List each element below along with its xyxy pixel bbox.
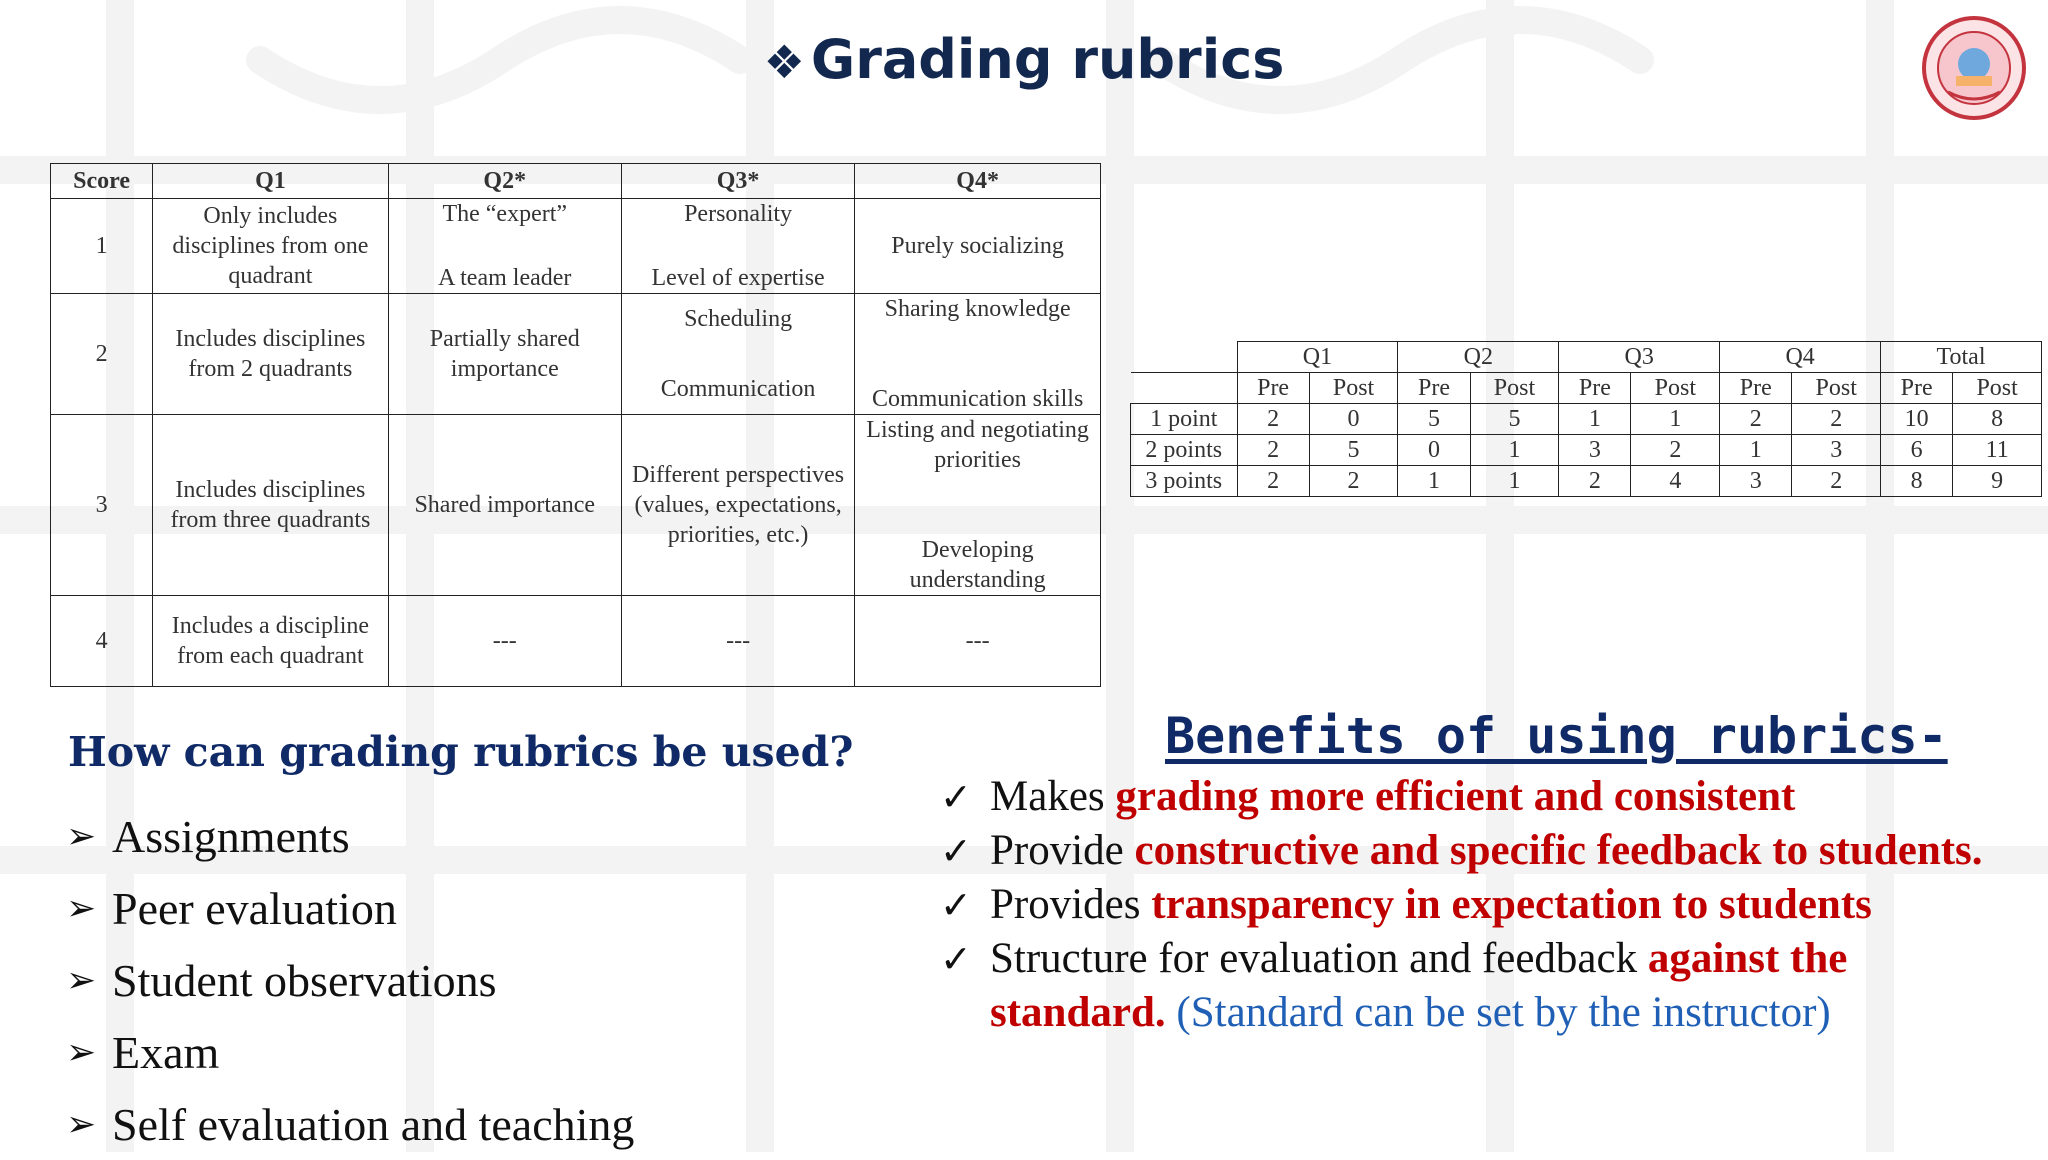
q3-cell: Personality Level of expertise bbox=[621, 199, 854, 294]
results-value-cell: 2 bbox=[1237, 435, 1309, 466]
checkmark-icon: ✓ bbox=[940, 883, 972, 927]
results-subheader: Post bbox=[1953, 373, 2042, 404]
q4-cell: Sharing knowledge Communication skills bbox=[855, 294, 1101, 415]
results-value-cell: 5 bbox=[1309, 435, 1398, 466]
table-row bbox=[1131, 404, 2042, 435]
rubric-header-cell: Q4* bbox=[855, 164, 1101, 199]
results-value-cell: 0 bbox=[1398, 435, 1470, 466]
results-group-header: Total bbox=[1881, 342, 2042, 373]
score-cell: 1 bbox=[51, 199, 153, 294]
arrow-bullet-icon: ➢ bbox=[66, 959, 97, 1001]
results-subheader: Post bbox=[1309, 373, 1398, 404]
table-row bbox=[1131, 466, 2042, 497]
q4-cell: Listing and negotiating priorities Developing understanding bbox=[855, 415, 1101, 596]
table-row bbox=[51, 199, 1101, 294]
results-group-header: Q3 bbox=[1559, 342, 1720, 373]
results-value-cell: 2 bbox=[1792, 404, 1881, 435]
results-group-header: Q4 bbox=[1720, 342, 1881, 373]
results-value-cell: 1 bbox=[1631, 404, 1720, 435]
checkmark-icon: ✓ bbox=[940, 829, 972, 873]
how-used-heading: How can grading rubrics be used? bbox=[68, 728, 854, 776]
results-value-cell: 2 bbox=[1720, 404, 1792, 435]
results-subheader: Post bbox=[1792, 373, 1881, 404]
benefits-list bbox=[940, 770, 2030, 1040]
results-subheader: Pre bbox=[1398, 373, 1470, 404]
results-value-cell: 1 bbox=[1398, 466, 1470, 497]
results-group-row bbox=[1131, 342, 2042, 373]
results-value-cell: 10 bbox=[1881, 404, 1953, 435]
list-item: ➢ Exam bbox=[66, 1026, 220, 1078]
rubric-header-row bbox=[51, 164, 1101, 199]
results-subheader: Pre bbox=[1237, 373, 1309, 404]
results-value-cell: 8 bbox=[1881, 466, 1953, 497]
results-value-cell: 0 bbox=[1309, 404, 1398, 435]
results-value-cell: 2 bbox=[1631, 435, 1720, 466]
university-seal-icon bbox=[1918, 14, 2030, 122]
q1-cell: Only includes disciplines from one quadrant bbox=[153, 199, 388, 294]
how-used-list bbox=[66, 800, 634, 1160]
arrow-bullet-icon: ➢ bbox=[66, 1103, 97, 1145]
list-item: ➢ Peer evaluation bbox=[66, 882, 397, 934]
results-value-cell: 1 bbox=[1559, 404, 1631, 435]
results-value-cell: 3 bbox=[1559, 435, 1631, 466]
results-subheader: Post bbox=[1470, 373, 1559, 404]
results-subheader: Post bbox=[1631, 373, 1720, 404]
table-row bbox=[51, 415, 1101, 596]
results-table bbox=[1130, 341, 2042, 497]
results-row-label: 3 points bbox=[1131, 466, 1238, 497]
results-value-cell: 1 bbox=[1720, 435, 1792, 466]
results-sub-row bbox=[1131, 373, 2042, 404]
q2-cell: Shared importance bbox=[388, 415, 621, 596]
q1-cell: Includes disciplines from 2 quadrants bbox=[153, 294, 388, 415]
rubric-table bbox=[50, 163, 1101, 687]
results-value-cell: 2 bbox=[1237, 466, 1309, 497]
results-corner-cell bbox=[1131, 342, 1238, 373]
results-value-cell: 5 bbox=[1398, 404, 1470, 435]
score-cell: 4 bbox=[51, 596, 153, 687]
list-item: ✓ Makes grading more efficient and consistent bbox=[940, 770, 2030, 824]
results-value-cell: 5 bbox=[1470, 404, 1559, 435]
list-item: ➢ Self evaluation and teaching bbox=[66, 1098, 635, 1150]
q3-cell: Different perspectives (values, expectations, priorities, etc.) bbox=[621, 415, 854, 596]
page-title: ❖ Grading rubrics bbox=[763, 28, 1285, 91]
q2-cell: Partially shared importance bbox=[388, 294, 621, 415]
results-subheader: Pre bbox=[1881, 373, 1953, 404]
q4-cell: --- bbox=[855, 596, 1101, 687]
results-value-cell: 1 bbox=[1470, 466, 1559, 497]
q3-cell: Scheduling Communication bbox=[621, 294, 854, 415]
rubric-header-cell: Q2* bbox=[388, 164, 621, 199]
results-row-label: 1 point bbox=[1131, 404, 1238, 435]
list-item: ✓ Structure for evaluation and feedback against the standard. (Standard can be set by the instructor) bbox=[940, 932, 2030, 1040]
q1-cell: Includes disciplines from three quadrants bbox=[153, 415, 388, 596]
results-group-header: Q1 bbox=[1237, 342, 1398, 373]
q2-cell: --- bbox=[388, 596, 621, 687]
results-value-cell: 8 bbox=[1953, 404, 2042, 435]
table-row bbox=[51, 596, 1101, 687]
table-row bbox=[1131, 435, 2042, 466]
results-value-cell: 2 bbox=[1309, 466, 1398, 497]
checkmark-icon: ✓ bbox=[940, 937, 972, 981]
results-subheader: Pre bbox=[1559, 373, 1631, 404]
results-value-cell: 2 bbox=[1559, 466, 1631, 497]
rubric-header-cell: Q1 bbox=[153, 164, 388, 199]
checkmark-icon: ✓ bbox=[940, 775, 972, 819]
results-value-cell: 6 bbox=[1881, 435, 1953, 466]
results-value-cell: 9 bbox=[1953, 466, 2042, 497]
results-subheader: Pre bbox=[1720, 373, 1792, 404]
results-value-cell: 3 bbox=[1720, 466, 1792, 497]
arrow-bullet-icon: ➢ bbox=[66, 815, 97, 857]
list-item: ➢ Student observations bbox=[66, 954, 497, 1006]
score-cell: 2 bbox=[51, 294, 153, 415]
results-value-cell: 4 bbox=[1631, 466, 1720, 497]
results-row-label: 2 points bbox=[1131, 435, 1238, 466]
q2-cell: The “expert” A team leader bbox=[388, 199, 621, 294]
table-row bbox=[51, 294, 1101, 415]
results-value-cell: 2 bbox=[1792, 466, 1881, 497]
results-value-cell: 11 bbox=[1953, 435, 2042, 466]
benefits-heading: Benefits of using rubrics- bbox=[1165, 707, 1948, 765]
q3-cell: --- bbox=[621, 596, 854, 687]
results-group-header: Q2 bbox=[1398, 342, 1559, 373]
results-value-cell: 3 bbox=[1792, 435, 1881, 466]
score-cell: 3 bbox=[51, 415, 153, 596]
rubric-header-cell: Q3* bbox=[621, 164, 854, 199]
results-value-cell: 2 bbox=[1237, 404, 1309, 435]
rubric-header-cell: Score bbox=[51, 164, 153, 199]
q1-cell: Includes a discipline from each quadrant bbox=[153, 596, 388, 687]
list-item: ✓ Provide constructive and specific feedback to students. bbox=[940, 824, 2030, 878]
arrow-bullet-icon: ➢ bbox=[66, 1031, 97, 1073]
diamond-bullet-icon: ❖ bbox=[763, 35, 805, 89]
list-item: ✓ Provides transparency in expectation to students bbox=[940, 878, 2030, 932]
results-corner-cell bbox=[1131, 373, 1238, 404]
list-item: ➢ Assignments bbox=[66, 810, 350, 862]
q4-cell: Purely socializing bbox=[855, 199, 1101, 294]
arrow-bullet-icon: ➢ bbox=[66, 887, 97, 929]
results-value-cell: 1 bbox=[1470, 435, 1559, 466]
